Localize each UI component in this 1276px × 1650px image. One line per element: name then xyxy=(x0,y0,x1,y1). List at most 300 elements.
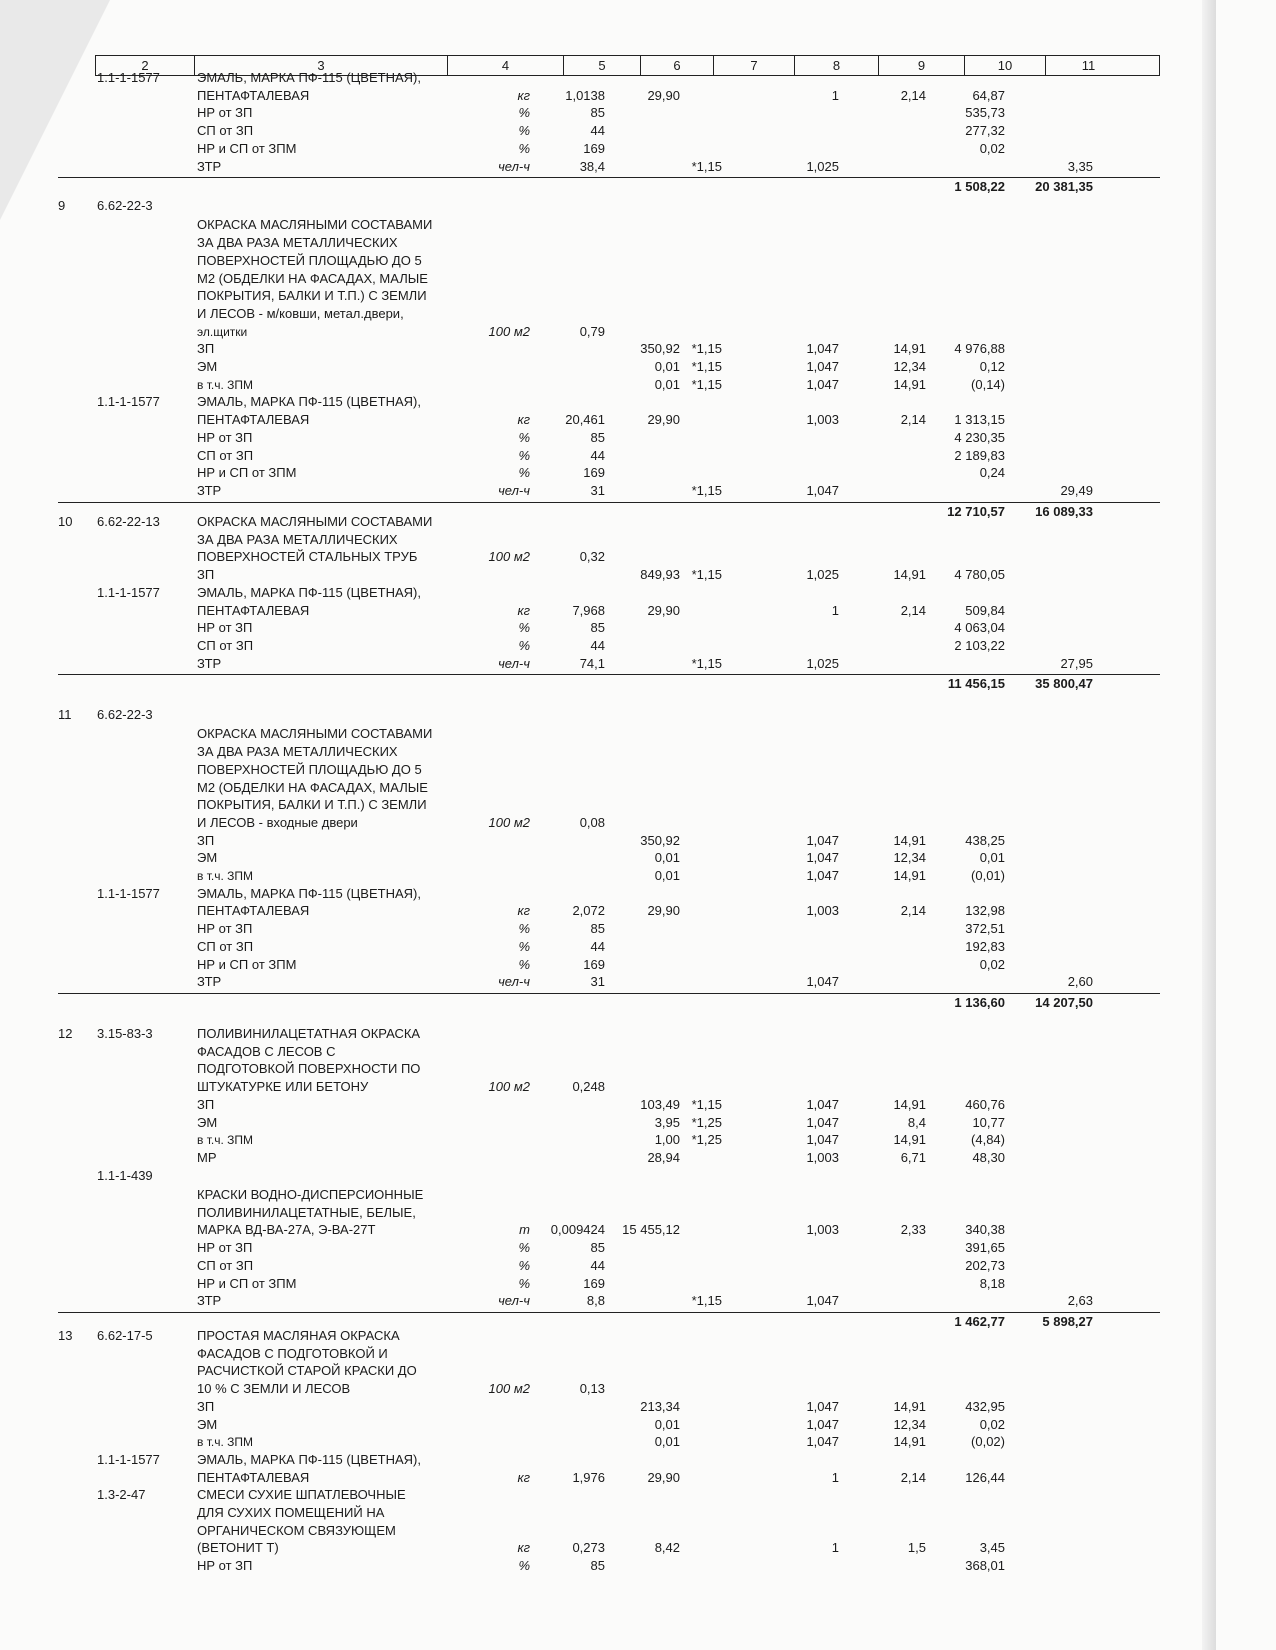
cell-unit: кг xyxy=(517,602,530,618)
cell-c5: 0,248 xyxy=(572,1079,605,1095)
cell-code: 1.1-1-1577 xyxy=(97,394,160,410)
cell-unit: 100 м2 xyxy=(488,323,530,339)
cell-c6: 103,49 xyxy=(640,1096,680,1112)
cell-name: ЭМ xyxy=(197,1416,218,1432)
cell-c10: 4 063,04 xyxy=(954,620,1005,636)
cell-unit: 100 м2 xyxy=(488,1079,530,1095)
cell-name: ПЕНТАФТАЛЕВАЯ xyxy=(197,903,310,919)
cell-c9: 14,91 xyxy=(893,1096,926,1112)
cell-name: НР от ЗП xyxy=(197,1240,253,1256)
cell-c10: (4,84) xyxy=(971,1132,1005,1148)
cell-c5: 0,273 xyxy=(572,1540,605,1556)
cell-c8: 1,047 xyxy=(806,1416,839,1432)
cell-c10: 4 230,35 xyxy=(954,429,1005,445)
cell-c10: 4 780,05 xyxy=(954,567,1005,583)
cell-name: ПОКРЫТИЯ, БАЛКИ И Т.П.) С ЗЕМЛИ xyxy=(197,288,427,304)
cell-c9: 2,14 xyxy=(900,602,926,618)
cell-name: НР от ЗП xyxy=(197,921,253,937)
cell-c9: 6,71 xyxy=(900,1149,926,1165)
cell-c9: 2,14 xyxy=(900,412,926,428)
cell-name: ПОКРЫТИЯ, БАЛКИ И Т.П.) С ЗЕМЛИ xyxy=(197,797,427,813)
cell-name: 10 % С ЗЕМЛИ И ЛЕСОВ xyxy=(197,1381,351,1397)
cell-c9: 8,4 xyxy=(907,1114,926,1130)
cell-unit: 100 м2 xyxy=(488,814,530,830)
cell-code: 1.1-1-439 xyxy=(97,1167,153,1183)
column-header: 4 xyxy=(448,56,564,75)
cell-c6: 29,90 xyxy=(647,412,680,428)
cell-c5: 31 xyxy=(590,974,605,990)
cell-name: НР и СП от ЗПМ xyxy=(197,465,297,481)
cell-c8: 1,047 xyxy=(806,376,839,392)
cell-c6: 0,01 xyxy=(654,850,680,866)
cell-c9: 14,91 xyxy=(893,341,926,357)
cell-c5: 7,968 xyxy=(572,602,605,618)
cell-name: И ЛЕСОВ - м/ковши, метал.двери, xyxy=(197,305,404,321)
cell-c10: 192,83 xyxy=(965,938,1005,954)
cell-c10: (0,02) xyxy=(971,1434,1005,1450)
cell-c7: *1,15 xyxy=(691,482,722,498)
cell-c8: 1,047 xyxy=(806,1398,839,1414)
cell-c10: 0,24 xyxy=(979,465,1005,481)
cell-name: ПОДГОТОВКОЙ ПОВЕРХНОСТИ ПО xyxy=(197,1061,421,1077)
cell-c8: 1,025 xyxy=(806,655,839,671)
cell-code: 1.1-1-1577 xyxy=(97,584,160,600)
cell-name: СП от ЗП xyxy=(197,447,254,463)
cell-name: эл.щитки xyxy=(197,324,248,339)
cell-c10: 2 189,83 xyxy=(954,447,1005,463)
cell-unit: % xyxy=(518,1558,530,1574)
cell-unit: % xyxy=(518,637,530,653)
cell-name: ПОВЕРХНОСТЕЙ СТАЛЬНЫХ ТРУБ xyxy=(197,549,418,565)
cell-c6: 3,95 xyxy=(654,1114,680,1130)
cell-name: ЗА ДВА РАЗА МЕТАЛЛИЧЕСКИХ xyxy=(197,744,398,760)
cell-c10: (0,01) xyxy=(971,868,1005,884)
cell-c5: 85 xyxy=(590,429,605,445)
cell-c8: 1,047 xyxy=(806,1132,839,1148)
cell-name: ЗП xyxy=(197,341,215,357)
cell-code: 3.15-83-3 xyxy=(97,1026,153,1041)
cell-c8: 1 xyxy=(831,1469,839,1485)
cell-c8: 1,003 xyxy=(806,903,839,919)
cell-c10: 0,01 xyxy=(979,850,1005,866)
section-separator xyxy=(58,502,1160,503)
cell-c7: *1,15 xyxy=(691,376,722,392)
cell-c5: 44 xyxy=(590,123,605,139)
cell-c5: 8,8 xyxy=(586,1293,605,1309)
cell-c10: 202,73 xyxy=(965,1257,1005,1273)
cell-c10: 126,44 xyxy=(965,1469,1005,1485)
cell-c10: 460,76 xyxy=(965,1096,1005,1112)
cell-code: 6.62-22-13 xyxy=(97,514,160,529)
cell-c5: 74,1 xyxy=(579,655,605,671)
cell-name: ЭМАЛЬ, МАРКА ПФ-115 (ЦВЕТНАЯ), xyxy=(197,1451,421,1467)
section-separator xyxy=(58,674,1160,675)
cell-name: МР xyxy=(197,1149,217,1165)
column-header: 6 xyxy=(641,56,714,75)
cell-c5: 85 xyxy=(590,921,605,937)
cell-c11: 2,60 xyxy=(1067,974,1093,990)
cell-c5: 44 xyxy=(590,1257,605,1273)
cell-c10: 432,95 xyxy=(965,1398,1005,1414)
cell-name: СП от ЗП xyxy=(197,123,254,139)
cell-name: ПЕНТАФТАЛЕВАЯ xyxy=(197,602,310,618)
cell-name: ЗТР xyxy=(197,158,222,174)
cell-unit: чел-ч xyxy=(498,974,530,990)
cell-c10: 0,02 xyxy=(979,140,1005,156)
cell-name: ОКРАСКА МАСЛЯНЫМИ СОСТАВАМИ xyxy=(197,514,433,529)
cell-unit: чел-ч xyxy=(498,655,530,671)
cell-num: 10 xyxy=(58,514,73,529)
cell-c10: 0,12 xyxy=(979,359,1005,375)
cell-c5: 44 xyxy=(590,447,605,463)
cell-name: ЗП xyxy=(197,567,215,583)
cell-unit: % xyxy=(518,620,530,636)
cell-num: 13 xyxy=(58,1328,73,1343)
cell-c6: 15 455,12 xyxy=(622,1222,680,1238)
cell-c9: 14,91 xyxy=(893,1132,926,1148)
cell-c9: 14,91 xyxy=(893,1398,926,1414)
cell-unit: кг xyxy=(517,412,530,428)
column-header: 7 xyxy=(714,56,795,75)
cell-c7: *1,15 xyxy=(691,567,722,583)
cell-num: 9 xyxy=(58,198,66,213)
cell-c7: *1,15 xyxy=(691,1293,722,1309)
cell-c11: 3,35 xyxy=(1067,158,1093,174)
cell-c11: 16 089,33 xyxy=(1035,503,1093,519)
cell-unit: % xyxy=(518,123,530,139)
cell-c8: 1,003 xyxy=(806,1222,839,1238)
cell-c10: 372,51 xyxy=(965,921,1005,937)
cell-name: ДЛЯ СУХИХ ПОМЕЩЕНИЙ НА xyxy=(197,1505,385,1520)
cell-c8: 1,047 xyxy=(806,482,839,498)
cell-c10: (0,14) xyxy=(971,376,1005,392)
cell-c8: 1,047 xyxy=(806,850,839,866)
cell-unit: % xyxy=(518,921,530,937)
cell-c11: 27,95 xyxy=(1060,655,1093,671)
cell-unit: кг xyxy=(517,903,530,919)
cell-c6: 29,90 xyxy=(647,1469,680,1485)
cell-c5: 169 xyxy=(583,1275,605,1291)
column-header: 11 xyxy=(1081,58,1096,73)
cell-name: в т.ч. ЗПМ xyxy=(197,869,253,884)
cell-name: ЗП xyxy=(197,1096,215,1112)
cell-unit: т xyxy=(519,1222,530,1238)
cell-c10: 48,30 xyxy=(972,1149,1005,1165)
cell-c7: *1,15 xyxy=(691,359,722,375)
cell-c6: 350,92 xyxy=(640,341,680,357)
cell-name: ЗТР xyxy=(197,1293,222,1309)
cell-code: 1.3-2-47 xyxy=(97,1487,146,1503)
cell-code: 1.1-1-1577 xyxy=(97,885,160,901)
cell-c7: *1,15 xyxy=(691,341,722,357)
cell-code: 6.62-22-3 xyxy=(97,707,153,722)
cell-name: СМЕСИ СУХИЕ ШПАТЛЕВОЧНЫЕ xyxy=(197,1487,406,1503)
cell-c8: 1,047 xyxy=(806,832,839,848)
cell-c5: 169 xyxy=(583,465,605,481)
cell-c10: 368,01 xyxy=(965,1558,1005,1574)
cell-c6: 29,90 xyxy=(647,903,680,919)
cell-c5: 85 xyxy=(590,105,605,121)
cell-c11: 5 898,27 xyxy=(1042,1313,1093,1329)
cell-c8: 1,025 xyxy=(806,567,839,583)
cell-c5: 169 xyxy=(583,956,605,972)
cell-c5: 0,79 xyxy=(579,323,605,339)
cell-c6: 213,34 xyxy=(640,1398,680,1414)
cell-unit: кг xyxy=(517,1469,530,1485)
cell-name: ЭМ xyxy=(197,359,218,375)
cell-unit: % xyxy=(518,105,530,121)
cell-c10: 12 710,57 xyxy=(947,503,1005,519)
cell-c10: 438,25 xyxy=(965,832,1005,848)
cell-name: ЗП xyxy=(197,832,215,848)
cell-c9: 14,91 xyxy=(893,567,926,583)
page-fold-shadow xyxy=(0,0,110,220)
cell-c9: 2,14 xyxy=(900,87,926,103)
cell-c5: 0,32 xyxy=(579,549,605,565)
cell-unit: % xyxy=(518,429,530,445)
cell-c10: 1 136,60 xyxy=(954,994,1005,1010)
cell-c8: 1 xyxy=(831,1540,839,1556)
cell-c11: 2,63 xyxy=(1067,1293,1093,1309)
cell-c5: 1,976 xyxy=(572,1469,605,1485)
cell-c5: 1,0138 xyxy=(565,87,605,103)
cell-name: ПЕНТАФТАЛЕВАЯ xyxy=(197,1469,310,1485)
cell-name: ПЕНТАФТАЛЕВАЯ xyxy=(197,412,310,428)
cell-c6: 350,92 xyxy=(640,832,680,848)
cell-c8: 1,047 xyxy=(806,1114,839,1130)
cell-c5: 38,4 xyxy=(579,158,605,174)
cell-c10: 0,02 xyxy=(979,1416,1005,1432)
column-header: 3 xyxy=(195,56,448,75)
cell-c6: 29,90 xyxy=(647,602,680,618)
section-separator xyxy=(58,177,1160,178)
cell-c10: 132,98 xyxy=(965,903,1005,919)
cell-c6: 0,01 xyxy=(654,359,680,375)
cell-c5: 0,009424 xyxy=(550,1222,605,1238)
cell-c6: 28,94 xyxy=(647,1149,680,1165)
cell-name: ЭМ xyxy=(197,1114,218,1130)
cell-c9: 14,91 xyxy=(893,376,926,392)
cell-c9: 14,91 xyxy=(893,868,926,884)
cell-c10: 1 508,22 xyxy=(954,179,1005,195)
cell-c11: 20 381,35 xyxy=(1035,179,1093,195)
cell-name: ПОВЕРХНОСТЕЙ ПЛОЩАДЬЮ ДО 5 xyxy=(197,761,422,777)
cell-name: НР и СП от ЗПМ xyxy=(197,1275,297,1291)
cell-name: ЗП xyxy=(197,1398,215,1414)
cell-c10: 509,84 xyxy=(965,602,1005,618)
cell-name: М2 (ОБДЕЛКИ НА ФАСАДАХ, МАЛЫЕ xyxy=(197,270,428,286)
cell-name: ФАСАДОВ С ЛЕСОВ С xyxy=(197,1043,336,1059)
cell-c6: 0,01 xyxy=(654,1434,680,1450)
cell-c10: 3,45 xyxy=(979,1540,1005,1556)
cell-name: в т.ч. ЗПМ xyxy=(197,1133,253,1148)
cell-c8: 1,003 xyxy=(806,1149,839,1165)
cell-c8: 1,047 xyxy=(806,974,839,990)
cell-name: МАРКА ВД-ВА-27А, Э-ВА-27Т xyxy=(197,1222,376,1238)
cell-c6: 8,42 xyxy=(654,1540,680,1556)
cell-c9: 14,91 xyxy=(893,832,926,848)
cell-c10: 64,87 xyxy=(972,87,1005,103)
cell-name: в т.ч. ЗПМ xyxy=(197,1435,253,1450)
cell-name: ПОЛИВИНИЛАЦЕТАТНАЯ ОКРАСКА xyxy=(197,1026,421,1041)
cell-c8: 1,047 xyxy=(806,1434,839,1450)
cell-name: ЭМАЛЬ, МАРКА ПФ-115 (ЦВЕТНАЯ), xyxy=(197,584,421,600)
cell-num: 12 xyxy=(58,1026,73,1041)
cell-c9: 1,5 xyxy=(907,1540,926,1556)
cell-name: ФАСАДОВ С ПОДГОТОВКОЙ И xyxy=(197,1345,388,1361)
section-separator xyxy=(58,993,1160,994)
cell-c8: 1,047 xyxy=(806,868,839,884)
cell-c10: 340,38 xyxy=(965,1222,1005,1238)
cell-unit: % xyxy=(518,1257,530,1273)
cell-name: ЭМАЛЬ, МАРКА ПФ-115 (ЦВЕТНАЯ), xyxy=(197,70,421,85)
cell-c10: 10,77 xyxy=(972,1114,1005,1130)
cell-name: НР и СП от ЗПМ xyxy=(197,140,297,156)
cell-name: ПОЛИВИНИЛАЦЕТАТНЫЕ, БЕЛЫЕ, xyxy=(197,1204,416,1220)
cell-c9: 12,34 xyxy=(893,359,926,375)
cell-unit: % xyxy=(518,938,530,954)
cell-c6: 849,93 xyxy=(640,567,680,583)
cell-c10: 0,02 xyxy=(979,956,1005,972)
cell-unit: чел-ч xyxy=(498,1293,530,1309)
cell-c8: 1,003 xyxy=(806,412,839,428)
column-header: 9 xyxy=(879,56,965,75)
section-separator xyxy=(58,1312,1160,1313)
cell-name: в т.ч. ЗПМ xyxy=(197,377,253,392)
cell-name: НР от ЗП xyxy=(197,620,253,636)
cell-name: НР от ЗП xyxy=(197,105,253,121)
cell-c8: 1 xyxy=(831,87,839,103)
cell-c9: 2,14 xyxy=(900,1469,926,1485)
cell-c10: 8,18 xyxy=(979,1275,1005,1291)
cell-c5: 44 xyxy=(590,637,605,653)
cell-code: 1.1-1-1577 xyxy=(97,70,160,85)
cell-c5: 20,461 xyxy=(565,412,605,428)
cell-c7: *1,15 xyxy=(691,655,722,671)
cell-name: ОКРАСКА МАСЛЯНЫМИ СОСТАВАМИ xyxy=(197,217,433,233)
cell-unit: кг xyxy=(517,87,530,103)
cell-c10: 277,32 xyxy=(965,123,1005,139)
cell-unit: 100 м2 xyxy=(488,549,530,565)
cell-c11: 14 207,50 xyxy=(1035,994,1093,1010)
cell-name: ПРОСТАЯ МАСЛЯНАЯ ОКРАСКА xyxy=(197,1328,400,1343)
cell-unit: % xyxy=(518,1240,530,1256)
cell-name: ЗА ДВА РАЗА МЕТАЛЛИЧЕСКИХ xyxy=(197,531,398,547)
cell-name: СП от ЗП xyxy=(197,938,254,954)
cell-unit: % xyxy=(518,140,530,156)
cell-c10: 1 313,15 xyxy=(954,412,1005,428)
column-header: 5 xyxy=(564,56,641,75)
cell-name: РАСЧИСТКОЙ СТАРОЙ КРАСКИ ДО xyxy=(197,1363,417,1379)
cell-c10: 11 456,15 xyxy=(947,676,1005,692)
cell-name: ЗТР xyxy=(197,974,222,990)
cell-c8: 1,047 xyxy=(806,1096,839,1112)
cell-c6: 29,90 xyxy=(647,87,680,103)
cell-name: ШТУКАТУРКЕ ИЛИ БЕТОНУ xyxy=(197,1079,369,1095)
cell-name: НР от ЗП xyxy=(197,429,253,445)
cell-name: ЭМАЛЬ, МАРКА ПФ-115 (ЦВЕТНАЯ), xyxy=(197,885,421,901)
cell-c5: 85 xyxy=(590,1558,605,1574)
cell-c10: 535,73 xyxy=(965,105,1005,121)
cell-unit: 100 м2 xyxy=(488,1381,530,1397)
cell-c6: 0,01 xyxy=(654,868,680,884)
cell-name: ЗТР xyxy=(197,482,222,498)
cell-c10: 391,65 xyxy=(965,1240,1005,1256)
cell-c9: 12,34 xyxy=(893,850,926,866)
cell-c6: 0,01 xyxy=(654,1416,680,1432)
cell-c5: 85 xyxy=(590,1240,605,1256)
cell-num: 11 xyxy=(58,707,72,722)
cell-c5: 0,13 xyxy=(579,1381,605,1397)
cell-c11: 29,49 xyxy=(1060,482,1093,498)
cell-c8: 1,025 xyxy=(806,158,839,174)
cell-c9: 14,91 xyxy=(893,1434,926,1450)
cell-c5: 169 xyxy=(583,140,605,156)
cell-name: НР от ЗП xyxy=(197,1558,253,1574)
cell-name: ЗА ДВА РАЗА МЕТАЛЛИЧЕСКИХ xyxy=(197,235,398,251)
cell-name: НР и СП от ЗПМ xyxy=(197,956,297,972)
column-header: 2 xyxy=(96,56,195,75)
cell-c5: 2,072 xyxy=(572,903,605,919)
cell-code: 6.62-22-3 xyxy=(97,198,153,213)
page-edge xyxy=(1202,0,1216,1650)
cell-c10: 4 976,88 xyxy=(954,341,1005,357)
cell-name: ОРГАНИЧЕСКОМ СВЯЗУЮЩЕМ xyxy=(197,1522,396,1538)
cell-c5: 44 xyxy=(590,938,605,954)
cell-c8: 1 xyxy=(831,602,839,618)
cell-c7: *1,25 xyxy=(691,1132,722,1148)
cell-unit: % xyxy=(518,1275,530,1291)
cell-c10: 1 462,77 xyxy=(954,1313,1005,1329)
cell-c8: 1,047 xyxy=(806,1293,839,1309)
cell-c8: 1,047 xyxy=(806,341,839,357)
cell-name: ЭМАЛЬ, МАРКА ПФ-115 (ЦВЕТНАЯ), xyxy=(197,394,421,410)
cell-unit: % xyxy=(518,956,530,972)
cell-c9: 2,14 xyxy=(900,903,926,919)
cell-c9: 2,33 xyxy=(900,1222,926,1238)
cell-c6: 0,01 xyxy=(654,376,680,392)
cell-unit: чел-ч xyxy=(498,158,530,174)
cell-name: ПОВЕРХНОСТЕЙ ПЛОЩАДЬЮ ДО 5 xyxy=(197,252,422,268)
column-header: 8 xyxy=(795,56,879,75)
cell-c9: 12,34 xyxy=(893,1416,926,1432)
cell-c6: 1,00 xyxy=(654,1132,680,1148)
cell-code: 6.62-17-5 xyxy=(97,1328,153,1343)
cell-name: СП от ЗП xyxy=(197,637,254,653)
cell-c7: *1,15 xyxy=(691,1096,722,1112)
cell-unit: чел-ч xyxy=(498,482,530,498)
cell-name: (ВЕТОНИТ Т) xyxy=(197,1540,279,1556)
cell-name: СП от ЗП xyxy=(197,1257,254,1273)
cell-name: ОКРАСКА МАСЛЯНЫМИ СОСТАВАМИ xyxy=(197,726,433,742)
cell-c7: *1,15 xyxy=(691,158,722,174)
cell-c10: 2 103,22 xyxy=(954,637,1005,653)
cell-unit: % xyxy=(518,465,530,481)
column-header: 10 xyxy=(965,56,1046,75)
cell-c5: 0,08 xyxy=(579,814,605,830)
cell-name: И ЛЕСОВ - входные двери xyxy=(197,814,358,830)
cell-c8: 1,047 xyxy=(806,359,839,375)
cell-name: КРАСКИ ВОДНО-ДИСПЕРСИОННЫЕ xyxy=(197,1187,424,1203)
cell-unit: кг xyxy=(517,1540,530,1556)
cell-name: М2 (ОБДЕЛКИ НА ФАСАДАХ, МАЛЫЕ xyxy=(197,779,428,795)
cell-name: ЭМ xyxy=(197,850,218,866)
cell-c5: 31 xyxy=(590,482,605,498)
cell-c7: *1,25 xyxy=(691,1114,722,1130)
cell-name: ПЕНТАФТАЛЕВАЯ xyxy=(197,87,310,103)
cell-c5: 85 xyxy=(590,620,605,636)
cell-code: 1.1-1-1577 xyxy=(97,1451,160,1467)
